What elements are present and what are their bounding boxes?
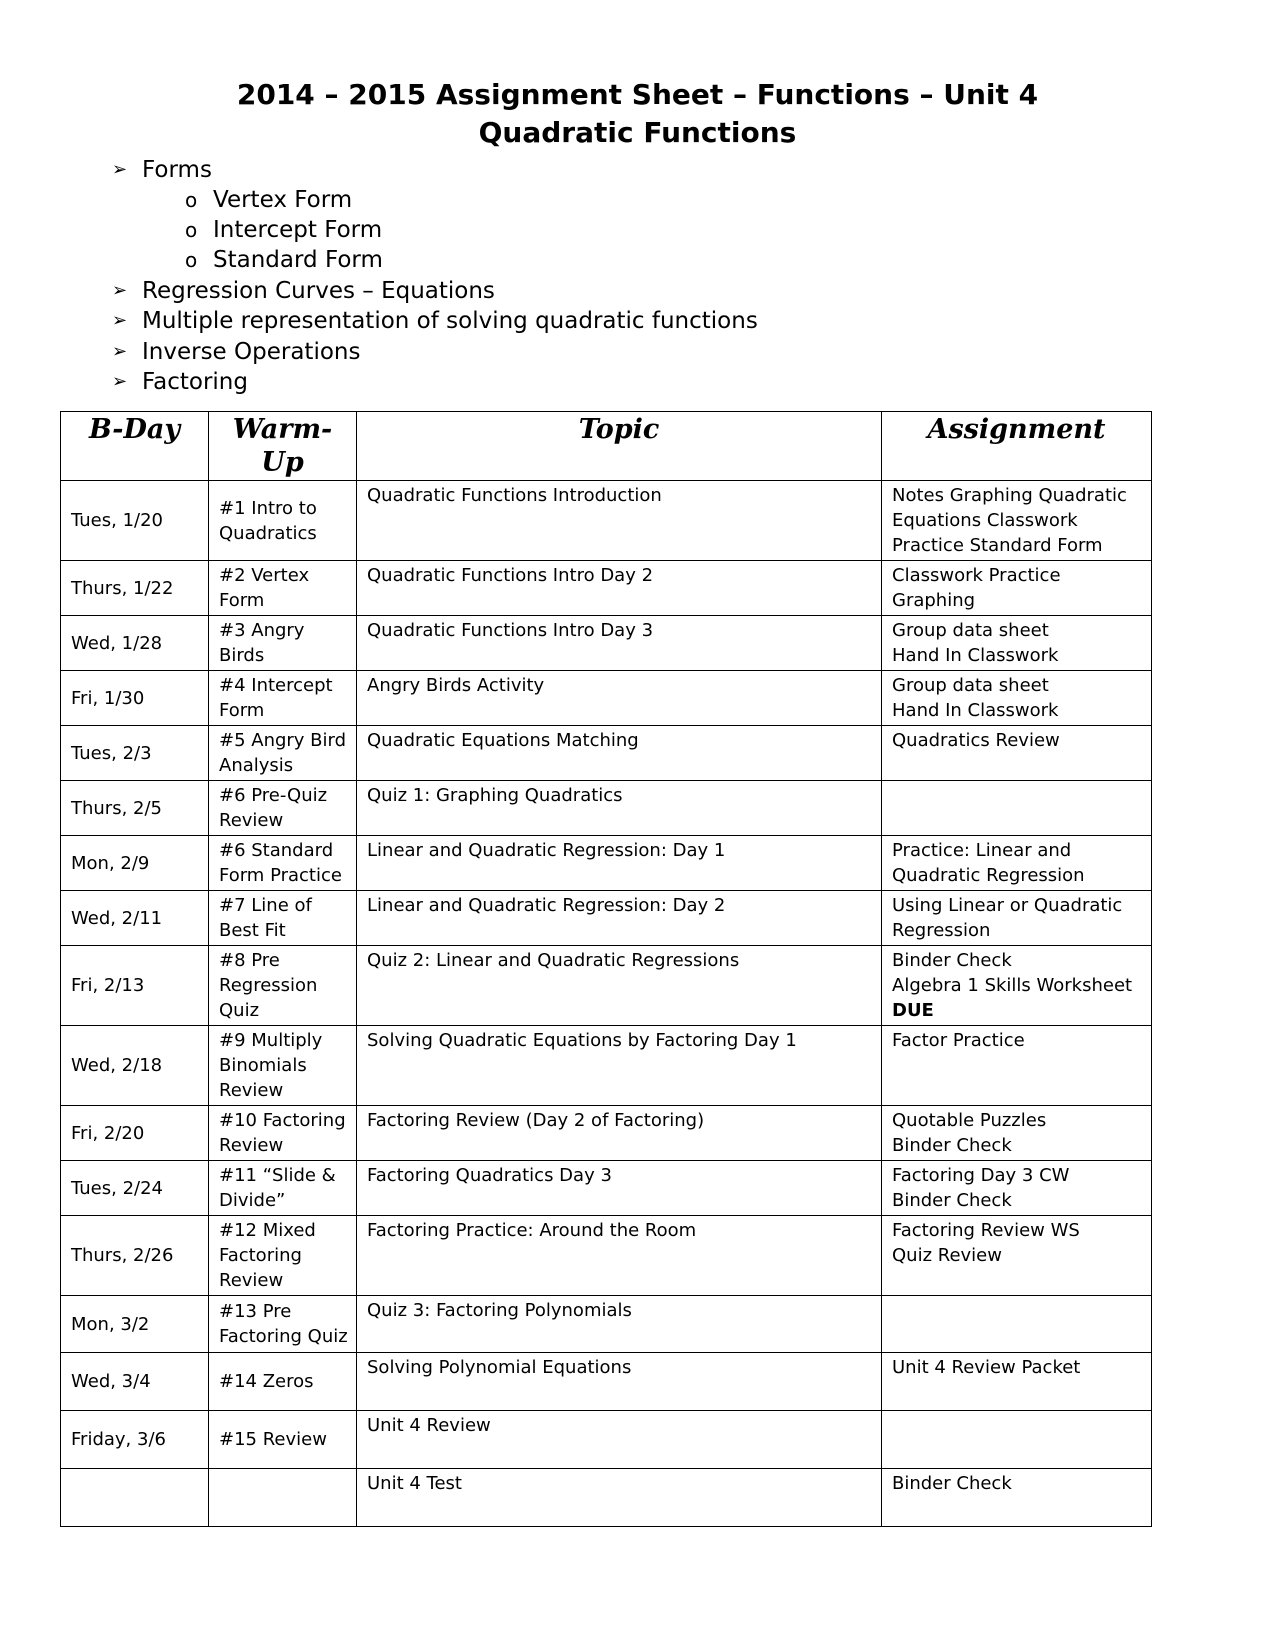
warmup-cell: #15 Review — [209, 1411, 357, 1469]
assignment-line: Factoring Day 3 CW — [892, 1165, 1070, 1186]
table-row — [61, 726, 1152, 781]
table-row — [61, 781, 1152, 836]
topic-cell: Quadratic Equations Matching — [357, 726, 882, 781]
outline-item — [112, 306, 758, 336]
topic-cell: Unit 4 Test — [357, 1469, 882, 1527]
outline-item-text: Factoring — [142, 369, 248, 395]
topic-cell: Solving Polynomial Equations — [357, 1353, 882, 1411]
table-row — [61, 946, 1152, 1026]
bday-cell: Thurs, 2/5 — [61, 781, 209, 836]
outline-item-text: Regression Curves – Equations — [142, 278, 495, 304]
outline-item-text: Multiple representation of solving quadratic functions — [142, 308, 758, 334]
assignment-line: Factor Practice — [892, 1030, 1025, 1051]
assignment-cell — [882, 946, 1152, 1026]
assignment-line: Group data sheet — [892, 675, 1049, 696]
table-row — [61, 1353, 1152, 1411]
bday-cell: Thurs, 1/22 — [61, 561, 209, 616]
assignment-line: Quiz Review — [892, 1245, 1002, 1266]
topic-cell: Angry Birds Activity — [357, 671, 882, 726]
page-title: 2014 – 2015 Assignment Sheet – Functions – Unit 4 — [236, 78, 1039, 111]
assignment-line: Unit 4 Review Packet — [892, 1357, 1081, 1378]
assignment-cell — [882, 1106, 1152, 1161]
bday-cell: Fri, 1/30 — [61, 671, 209, 726]
assignment-line: Practice: Linear and Quadratic Regression — [892, 840, 1085, 886]
outline-item — [185, 245, 383, 275]
assignment-cell — [882, 1411, 1152, 1469]
bday-cell: Wed, 2/18 — [61, 1026, 209, 1106]
assignment-cell — [882, 1469, 1152, 1527]
table-row — [61, 481, 1152, 561]
warmup-cell: #6 Pre-Quiz Review — [209, 781, 357, 836]
due-label: DUE — [892, 1000, 934, 1021]
arrow-bullet-icon: ➢ — [112, 159, 128, 180]
assignment-cell — [882, 1161, 1152, 1216]
assignment-line: Binder Check — [892, 1135, 1012, 1156]
topic-cell: Quiz 3: Factoring Polynomials — [357, 1296, 882, 1353]
topic-cell: Quadratic Functions Introduction — [357, 481, 882, 561]
warmup-cell: #11 “Slide & Divide” — [209, 1161, 357, 1216]
table-header-row — [61, 412, 1152, 481]
circle-bullet-icon: o — [185, 218, 198, 242]
assignment-line: Using Linear or Quadratic Regression — [892, 895, 1123, 941]
outline-item — [112, 337, 361, 367]
table-row — [61, 891, 1152, 946]
assignment-line: Binder Check — [892, 1190, 1012, 1211]
column-header-assignment: Assignment — [882, 412, 1152, 481]
outline-item-text: Vertex Form — [213, 187, 353, 213]
assignment-line: Factoring Review WS — [892, 1220, 1080, 1241]
bday-cell: Wed, 1/28 — [61, 616, 209, 671]
topic-cell: Factoring Practice: Around the Room — [357, 1216, 882, 1296]
arrow-bullet-icon: ➢ — [112, 371, 128, 392]
warmup-cell: #10 Factoring Review — [209, 1106, 357, 1161]
outline-item-text: Standard Form — [213, 247, 383, 273]
topic-cell: Linear and Quadratic Regression: Day 2 — [357, 891, 882, 946]
outline-item — [185, 185, 353, 215]
assignment-line: Quotable Puzzles — [892, 1110, 1047, 1131]
bday-cell: Friday, 3/6 — [61, 1411, 209, 1469]
bday-cell: Wed, 3/4 — [61, 1353, 209, 1411]
outline-item — [185, 215, 383, 245]
warmup-cell: #5 Angry Bird Analysis — [209, 726, 357, 781]
outline-item-text: Intercept Form — [213, 217, 383, 243]
outline-item-text: Forms — [142, 157, 212, 183]
column-header-topic: Topic — [357, 412, 882, 481]
table-row — [61, 1216, 1152, 1296]
table-row — [61, 671, 1152, 726]
topic-cell: Quadratic Functions Intro Day 3 — [357, 616, 882, 671]
warmup-cell: #14 Zeros — [209, 1353, 357, 1411]
bday-cell: Tues, 1/20 — [61, 481, 209, 561]
bday-cell: Tues, 2/24 — [61, 1161, 209, 1216]
column-header-bday: B-Day — [61, 412, 209, 481]
assignment-cell — [882, 481, 1152, 561]
warmup-cell: #12 Mixed Factoring Review — [209, 1216, 357, 1296]
bday-cell: Wed, 2/11 — [61, 891, 209, 946]
assignment-line: Hand In Classwork — [892, 645, 1059, 666]
assignment-line: Notes Graphing Quadratic Equations Classwork Practice Standard Form — [892, 485, 1127, 556]
assignment-line: Binder Check — [892, 950, 1012, 971]
topic-cell: Unit 4 Review — [357, 1411, 882, 1469]
assignment-line: Classwork Practice Graphing — [892, 565, 1061, 611]
table-row — [61, 1296, 1152, 1353]
warmup-cell: #6 Standard Form Practice — [209, 836, 357, 891]
outline-item-text: Inverse Operations — [142, 339, 361, 365]
bday-cell: Tues, 2/3 — [61, 726, 209, 781]
topic-cell: Linear and Quadratic Regression: Day 1 — [357, 836, 882, 891]
assignment-cell — [882, 671, 1152, 726]
assignment-cell — [882, 1353, 1152, 1411]
assignment-cell — [882, 1296, 1152, 1353]
arrow-bullet-icon: ➢ — [112, 280, 128, 301]
outline-item — [112, 367, 248, 397]
table-row — [61, 1106, 1152, 1161]
table-row — [61, 616, 1152, 671]
bday-cell: Mon, 2/9 — [61, 836, 209, 891]
topic-cell: Quiz 2: Linear and Quadratic Regressions — [357, 946, 882, 1026]
outline-item — [112, 276, 495, 306]
topic-cell: Quadratic Functions Intro Day 2 — [357, 561, 882, 616]
table-row — [61, 1469, 1152, 1527]
assignment-line: Group data sheet — [892, 620, 1049, 641]
page-subtitle: Quadratic Functions — [478, 116, 797, 149]
assignment-cell — [882, 891, 1152, 946]
assignment-line: Hand In Classwork — [892, 700, 1059, 721]
bday-cell: Mon, 3/2 — [61, 1296, 209, 1353]
assignment-table — [60, 411, 1152, 1527]
warmup-cell: #3 Angry Birds — [209, 616, 357, 671]
assignment-cell — [882, 616, 1152, 671]
bday-cell — [61, 1469, 209, 1527]
warmup-cell: #2 Vertex Form — [209, 561, 357, 616]
assignment-cell — [882, 561, 1152, 616]
assignment-cell — [882, 1026, 1152, 1106]
topic-cell: Factoring Review (Day 2 of Factoring) — [357, 1106, 882, 1161]
outline-item — [112, 155, 212, 185]
assignment-line: Binder Check — [892, 1473, 1012, 1494]
arrow-bullet-icon: ➢ — [112, 310, 128, 331]
assignment-line: Quadratics Review — [892, 730, 1060, 751]
table-row — [61, 836, 1152, 891]
warmup-cell: #7 Line of Best Fit — [209, 891, 357, 946]
assignment-cell — [882, 836, 1152, 891]
assignment-line: Algebra 1 Skills Worksheet — [892, 975, 1133, 996]
warmup-cell — [209, 1469, 357, 1527]
assignment-cell — [882, 726, 1152, 781]
bday-cell: Fri, 2/20 — [61, 1106, 209, 1161]
table-row — [61, 561, 1152, 616]
topic-cell: Factoring Quadratics Day 3 — [357, 1161, 882, 1216]
table-row — [61, 1026, 1152, 1106]
warmup-cell: #4 Intercept Form — [209, 671, 357, 726]
bday-cell: Thurs, 2/26 — [61, 1216, 209, 1296]
warmup-cell: #8 Pre Regression Quiz — [209, 946, 357, 1026]
bday-cell: Fri, 2/13 — [61, 946, 209, 1026]
warmup-cell: #1 Intro to Quadratics — [209, 481, 357, 561]
warmup-cell: #9 Multiply Binomials Review — [209, 1026, 357, 1106]
warmup-cell: #13 Pre Factoring Quiz — [209, 1296, 357, 1353]
table-row — [61, 1161, 1152, 1216]
circle-bullet-icon: o — [185, 248, 198, 272]
table-row — [61, 1411, 1152, 1469]
assignment-cell — [882, 1216, 1152, 1296]
assignment-cell — [882, 781, 1152, 836]
topic-cell: Quiz 1: Graphing Quadratics — [357, 781, 882, 836]
circle-bullet-icon: o — [185, 188, 198, 212]
arrow-bullet-icon: ➢ — [112, 341, 128, 362]
topic-cell: Solving Quadratic Equations by Factoring Day 1 — [357, 1026, 882, 1106]
column-header-warmup: Warm-Up — [209, 412, 357, 481]
